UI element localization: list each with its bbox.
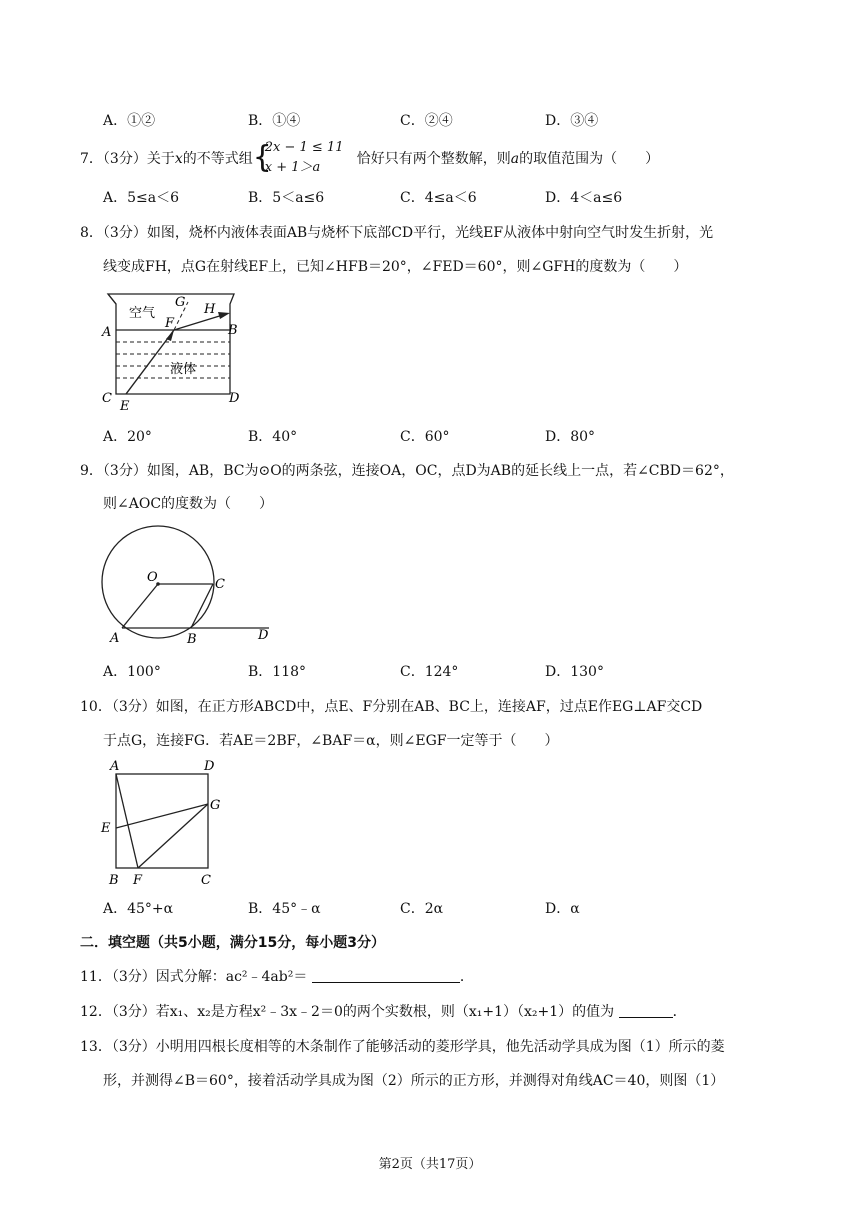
label-d: D bbox=[258, 628, 269, 643]
arrow-fh-icon bbox=[218, 312, 230, 319]
label-h: H bbox=[204, 302, 216, 317]
square-abcd bbox=[116, 774, 208, 868]
q12-answer-blank[interactable] bbox=[619, 1003, 673, 1018]
label-f: F bbox=[133, 873, 143, 888]
q7-stem-prefix: 7．（3分）关于 bbox=[80, 151, 175, 167]
q9-option-d: D．130° bbox=[545, 664, 604, 680]
label-air: 空气 bbox=[129, 306, 156, 321]
q10-figure-square bbox=[96, 760, 226, 888]
q12-text: 12．（3分）若x₁、x₂是方程x²﹣3x﹣2＝0的两个实数根，则（x₁+1）（x₂+1）的值为 bbox=[80, 1004, 615, 1020]
page-footer: 第2页（共17页） bbox=[378, 1157, 482, 1172]
q8-option-a: A．20° bbox=[103, 429, 152, 445]
label-a: A bbox=[110, 760, 120, 774]
q6-option-b: B．①④ bbox=[248, 113, 301, 129]
q7-inequality-1: 2x − 1 ≤ 11 bbox=[264, 140, 344, 155]
q7-stem bbox=[80, 140, 660, 175]
circle-o bbox=[102, 526, 214, 638]
q12-stem bbox=[80, 1003, 687, 1021]
q9-figure-circle bbox=[96, 522, 286, 646]
label-o: O bbox=[147, 570, 158, 585]
q8-option-d: D．80° bbox=[545, 429, 596, 445]
segment-oa bbox=[122, 584, 158, 628]
label-f: F bbox=[165, 316, 175, 331]
q11-stem bbox=[80, 968, 474, 986]
q7-inequality-2: x + 1＞a bbox=[264, 160, 321, 175]
q6-option-a: A．①② bbox=[103, 113, 156, 129]
q8-stem-line-1: 8．（3分）如图，烧杯内液体表面AB与烧杯下底部CD平行，光线EF从液体中射向空气时发生折射，光 bbox=[80, 225, 714, 241]
q7-stem-suffix-1: 恰好只有两个整数解，则 bbox=[356, 151, 511, 167]
arrow-ef-icon bbox=[166, 330, 174, 341]
q11-text: 11．（3分）因式分解：ac²﹣4ab²＝ bbox=[80, 969, 308, 985]
label-d: D bbox=[204, 760, 215, 774]
label-e: E bbox=[120, 399, 130, 412]
q10-option-d: D．α bbox=[545, 901, 580, 917]
q10-option-a: A．45°+α bbox=[103, 901, 174, 917]
q11-answer-blank[interactable] bbox=[312, 968, 460, 983]
label-b: B bbox=[187, 632, 197, 646]
q7-stem-mid: 的不等式组 bbox=[182, 151, 253, 167]
beaker-rim-left bbox=[108, 294, 116, 304]
q9-option-a: A．100° bbox=[103, 664, 161, 680]
label-g: G bbox=[210, 798, 221, 813]
ray-fh bbox=[174, 314, 226, 330]
q13-stem-line-1: 13．（3分）小明用四根长度相等的木条制作了能够活动的菱形学具，他先活动学具成为图（1）所示的菱 bbox=[80, 1039, 725, 1055]
brace-icon: { bbox=[252, 140, 272, 175]
label-c: C bbox=[201, 873, 211, 888]
q6-option-d: D．③④ bbox=[545, 113, 599, 129]
segment-bc bbox=[191, 584, 213, 628]
q11-end: ． bbox=[459, 969, 474, 985]
q7-inequality-system bbox=[252, 140, 357, 175]
label-b: B bbox=[228, 323, 238, 338]
q7-stem-suffix-2: 的取值范围为（ ） bbox=[519, 151, 660, 167]
q9-stem-line-1: 9．（3分）如图，AB，BC为⊙O的两条弦，连接OA，OC，点D为AB的延长线上一点，若∠CBD＝62°， bbox=[80, 463, 734, 479]
label-g: G bbox=[175, 295, 186, 310]
segment-af bbox=[116, 774, 138, 868]
q10-option-c: C．2α bbox=[400, 901, 444, 917]
q8-option-c: C．60° bbox=[400, 429, 450, 445]
q13-stem-line-2: 形，并测得∠B＝60°，接着活动学具成为图（2）所示的正方形，并测得对角线AC＝40，则图（1） bbox=[103, 1073, 725, 1089]
q7-option-b: B．5＜a≤6 bbox=[248, 190, 325, 206]
q8-figure-beaker bbox=[96, 286, 246, 412]
q10-option-b: B．45°﹣α bbox=[248, 901, 321, 917]
q7-var-a: a bbox=[510, 151, 520, 167]
label-c: C bbox=[102, 391, 112, 406]
ray-ef bbox=[126, 330, 174, 394]
q9-stem-line-2: 则∠AOC的度数为（ ） bbox=[103, 496, 274, 512]
q10-stem-line-1: 10．（3分）如图，在正方形ABCD中，点E、F分别在AB、BC上，连接AF，过点E作EG⊥AF交CD bbox=[80, 699, 703, 715]
q7-option-a: A．5≤a＜6 bbox=[103, 190, 180, 206]
q7-var-x: x bbox=[174, 151, 183, 167]
q10-stem-line-2: 于点G，连接FG．若AE＝2BF，∠BAF＝α，则∠EGF一定等于（ ） bbox=[103, 733, 559, 749]
label-b: B bbox=[109, 873, 119, 888]
q9-option-b: B．118° bbox=[248, 664, 307, 680]
q12-end: ． bbox=[672, 1004, 687, 1020]
q8-option-b: B．40° bbox=[248, 429, 298, 445]
q7-option-c: C．4≤a＜6 bbox=[400, 190, 477, 206]
q9-option-c: C．124° bbox=[400, 664, 459, 680]
label-a: A bbox=[110, 631, 120, 646]
q6-option-c: C．②④ bbox=[400, 113, 453, 129]
label-c: C bbox=[215, 577, 225, 592]
q8-stem-line-2: 线变成FH，点G在射线EF上，已知∠HFB＝20°，∠FED＝60°，则∠GFH的度数为（ ） bbox=[103, 259, 688, 275]
label-a: A bbox=[102, 325, 112, 340]
label-d: D bbox=[229, 391, 240, 406]
label-liquid: 液体 bbox=[170, 362, 197, 377]
label-e: E bbox=[101, 821, 111, 836]
q7-option-d: D．4＜a≤6 bbox=[545, 190, 623, 206]
section-heading-fill-in: 二．填空题（共5小题，满分15分，每小题3分） bbox=[80, 935, 385, 951]
